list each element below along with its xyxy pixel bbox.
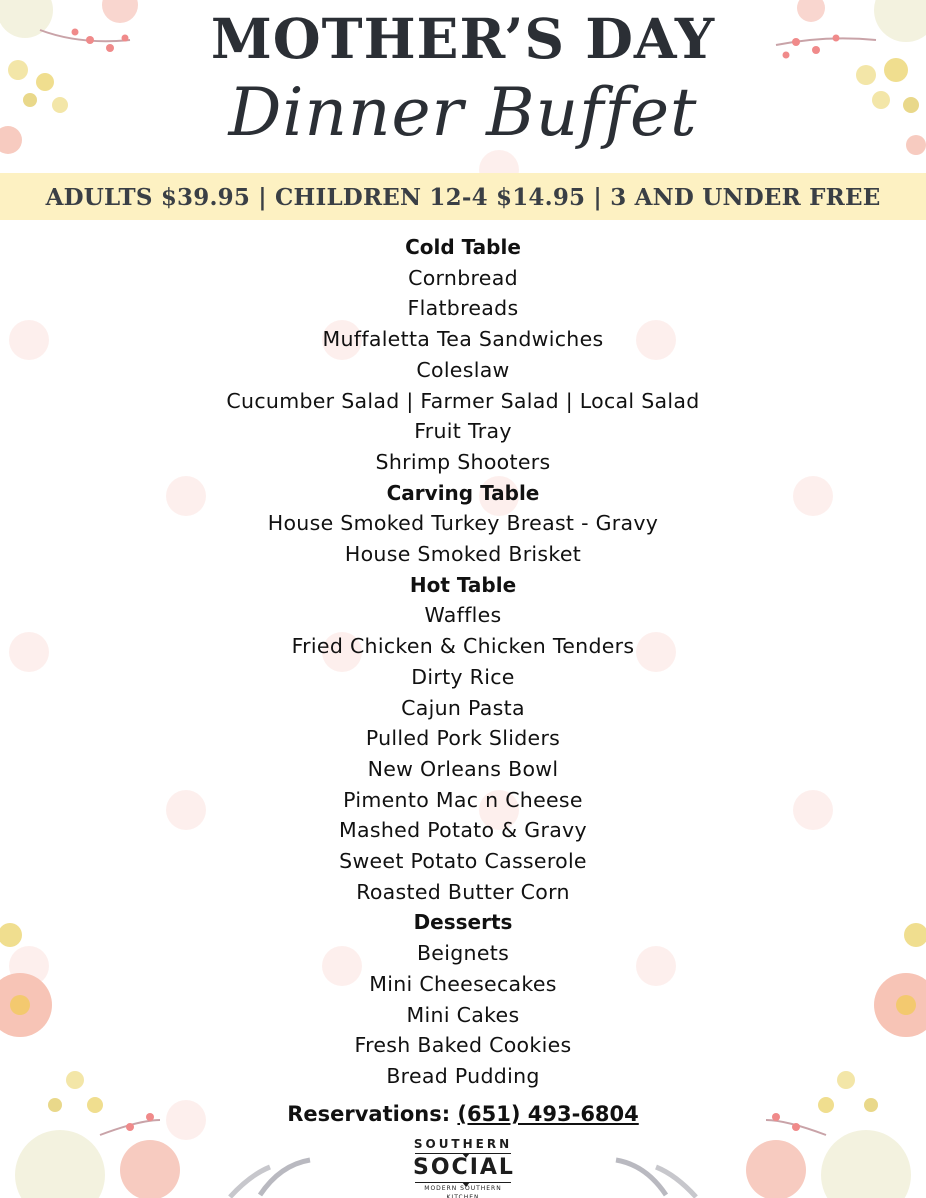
menu-item: Shrimp Shooters	[375, 449, 551, 474]
menu-item: Cajun Pasta	[401, 695, 525, 720]
logo-subtitle: MODERN SOUTHERN KITCHEN	[424, 1185, 502, 1198]
menu-item: Muffaletta Tea Sandwiches	[322, 327, 604, 352]
menu-item: Fried Chicken & Chicken Tenders	[291, 634, 635, 659]
menu-item: Pimento Mac n Cheese	[343, 787, 583, 812]
menu-item: House Smoked Brisket	[344, 542, 582, 567]
menu-item: Flatbreads	[407, 296, 519, 321]
section-heading-carving-table: Carving Table	[386, 480, 540, 505]
menu-item: Mini Cheesecakes	[369, 971, 557, 996]
menu-item: Pulled Pork Sliders	[365, 726, 561, 751]
section-heading-cold-table: Cold Table	[405, 235, 521, 259]
menu-item: Roasted Butter Corn	[356, 879, 570, 904]
section-heading-hot-table: Hot Table	[409, 572, 517, 597]
logo-divider	[415, 1182, 511, 1183]
southern-social-logo	[413, 1136, 513, 1198]
pricing-banner: ADULTS $39.95 | CHILDREN 12-4 $14.95 | 3 AND UNDER FREE	[0, 173, 926, 220]
menu-item: Dirty Rice	[411, 664, 515, 689]
logo-top-text: SOUTHERN	[413, 1137, 513, 1151]
menu-item: House Smoked Turkey Breast - Gravy	[267, 511, 659, 536]
logo-divider	[415, 1153, 511, 1154]
logo-main-text: SOCIAL	[413, 1155, 515, 1180]
menu-list	[0, 232, 926, 1092]
menu-item: Coleslaw	[416, 357, 510, 382]
section-heading-desserts: Desserts	[413, 910, 513, 935]
reservations-phone-link[interactable]: (651) 493-6804	[457, 1102, 639, 1126]
menu-item: Mashed Potato & Gravy	[339, 818, 587, 843]
title-mothers-day: MOTHER’S DAY	[210, 6, 716, 71]
menu-item: Bread Pudding	[386, 1063, 540, 1088]
menu-item: Beignets	[416, 941, 510, 966]
menu-item: New Orleans Bowl	[367, 756, 559, 781]
menu-item: Cornbread	[408, 265, 518, 290]
menu-item: Fresh Baked Cookies	[354, 1033, 572, 1058]
menu-item: Cucumber Salad | Farmer Salad | Local Salad	[226, 388, 700, 413]
menu-item: Fruit Tray	[414, 419, 512, 444]
reservations-label: Reservations:	[287, 1102, 451, 1126]
reservations-line	[0, 1102, 926, 1126]
menu-item: Sweet Potato Casserole	[339, 849, 587, 874]
title-dinner-buffet: Dinner Buffet	[228, 74, 698, 151]
menu-item: Mini Cakes	[406, 1002, 520, 1027]
menu-item: Waffles	[424, 603, 502, 628]
